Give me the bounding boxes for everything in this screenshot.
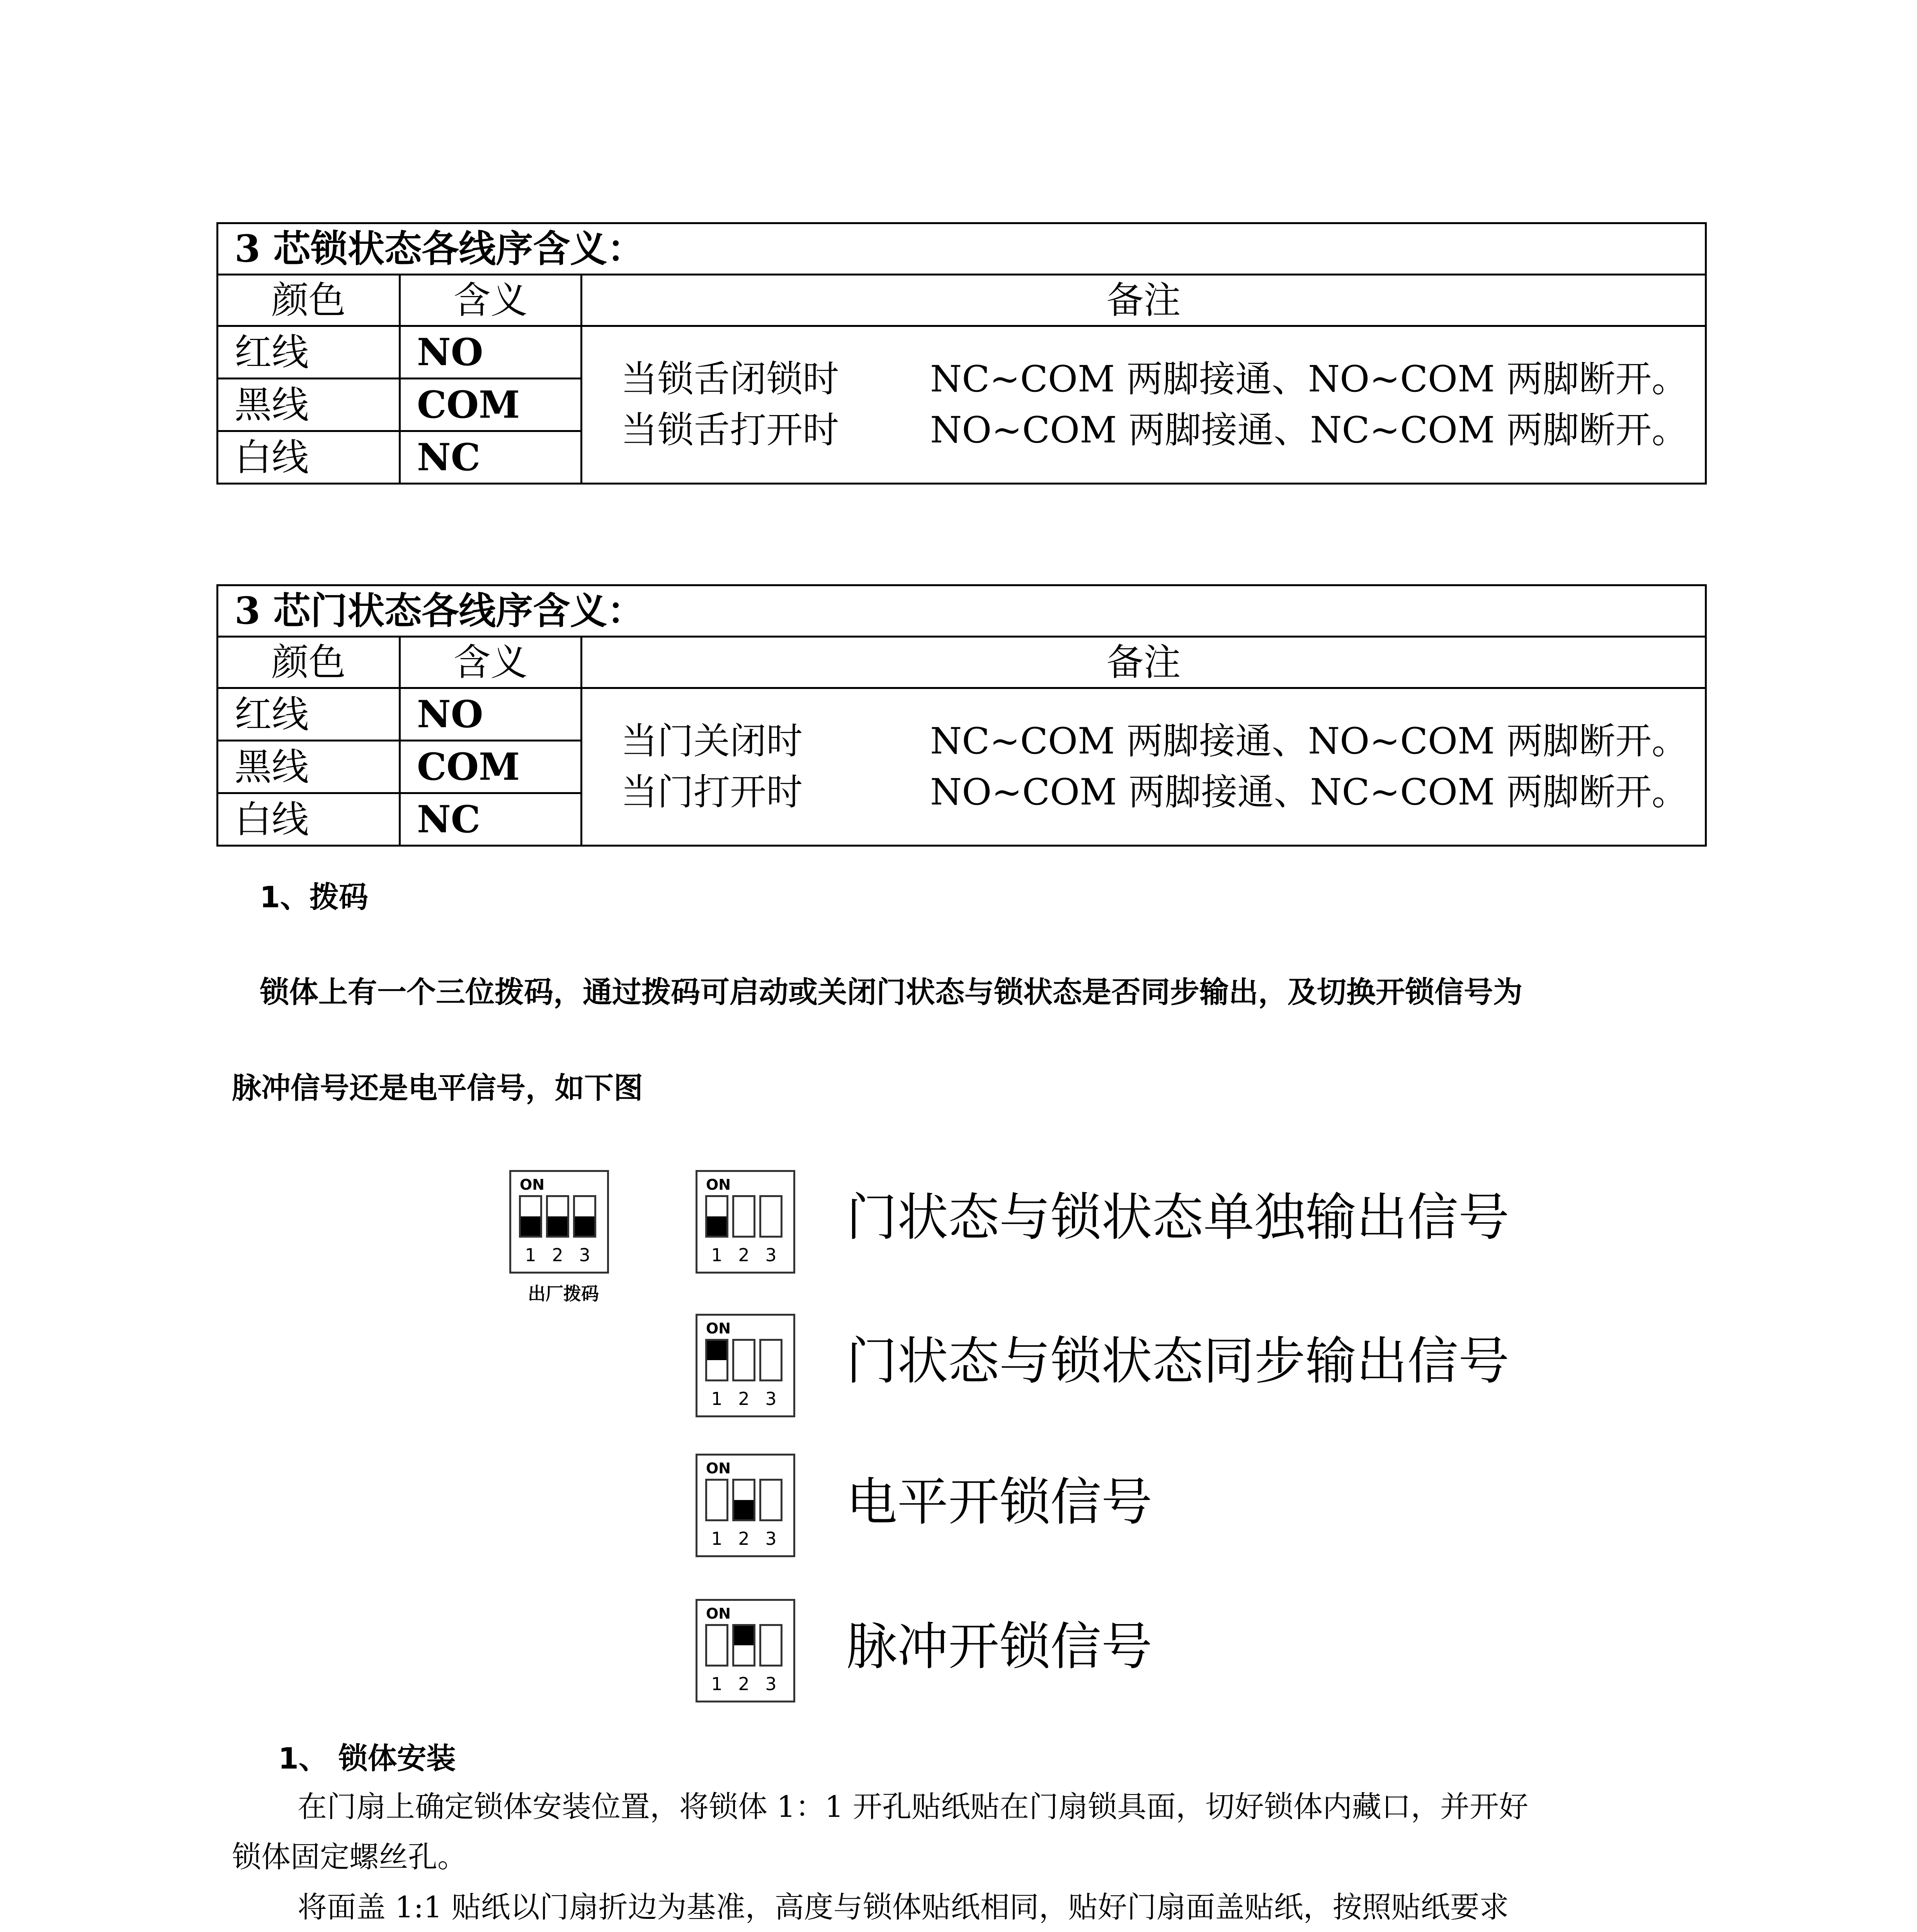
dip-number: 2	[738, 1245, 750, 1265]
wire-code-cell: NO	[400, 688, 582, 741]
wire-color-cell: 白线	[218, 793, 400, 846]
paragraph-line: 锁体上有一个三位拨码，通过拨码可启动或关闭门状态与锁状态是否同步输出，及切换开锁信号为	[260, 975, 1522, 1009]
wire-code-cell: NO	[400, 326, 582, 379]
wire-code-cell: NC	[400, 793, 582, 846]
dip-knob	[707, 1216, 726, 1236]
dip-on-label: ON	[706, 1605, 731, 1622]
dip-switch-option	[696, 1170, 795, 1274]
dip-slot	[705, 1195, 728, 1238]
dip-slot	[732, 1195, 755, 1238]
paragraph-line: 在门扇上确定锁体安装位置，将锁体 1：1 开孔贴纸贴在门扇锁具面，切好锁体内藏口，并开好	[298, 1789, 1529, 1824]
dip-slot	[732, 1339, 755, 1381]
wire-color-cell: 红线	[218, 326, 400, 379]
remark-description: NC~COM 两脚接通、NO~COM 两脚断开。	[930, 720, 1688, 762]
dip-slot	[705, 1339, 728, 1381]
remark-line	[621, 767, 1705, 818]
dip-on-label: ON	[706, 1460, 731, 1477]
dip-knob	[707, 1341, 726, 1360]
remark-line	[621, 354, 1705, 405]
column-header-meaning: 含义	[400, 637, 582, 688]
dip-knob	[548, 1216, 567, 1236]
dip-switch-factory	[509, 1170, 609, 1274]
dip-switch-option	[696, 1454, 795, 1557]
remark-description: NO~COM 两脚接通、NC~COM 两脚断开。	[930, 771, 1688, 813]
remark-line	[621, 405, 1705, 456]
dip-slot	[759, 1195, 782, 1238]
dip-slot	[759, 1624, 782, 1667]
dip-number: 1	[711, 1388, 723, 1409]
dip-slot	[705, 1624, 728, 1667]
dip-on-label: ON	[706, 1176, 731, 1193]
wire-code-cell: COM	[400, 741, 582, 793]
paragraph-line: 脉冲信号还是电平信号，如下图	[232, 1071, 643, 1105]
remark-condition: 当锁舌打开时	[621, 409, 839, 451]
dip-slot	[705, 1479, 728, 1521]
dip-slot	[519, 1195, 542, 1238]
remark-condition: 当门关闭时	[621, 720, 803, 762]
dip-option-description: 门状态与锁状态单独输出信号	[846, 1188, 1509, 1247]
dip-switch-option	[696, 1599, 795, 1702]
factory-setting-label: 出厂拨码	[528, 1283, 599, 1304]
dip-knob	[734, 1500, 754, 1519]
remark-description: NC~COM 两脚接通、NO~COM 两脚断开。	[930, 358, 1688, 400]
column-header-color: 颜色	[218, 637, 400, 688]
section-heading-install: 1、 锁体安装	[278, 1741, 456, 1776]
wire-color-cell: 黑线	[218, 741, 400, 793]
dip-knob	[734, 1626, 754, 1645]
dip-slot	[573, 1195, 596, 1238]
dip-number: 3	[579, 1245, 590, 1265]
dip-number: 3	[765, 1388, 777, 1409]
wire-color-cell: 白线	[218, 431, 400, 484]
dip-slot	[732, 1479, 755, 1521]
section-heading-dip: 1、拨码	[260, 880, 368, 914]
dip-number: 3	[765, 1528, 777, 1549]
dip-number: 3	[765, 1245, 777, 1265]
dip-option-description: 门状态与锁状态同步输出信号	[846, 1332, 1509, 1391]
dip-number: 1	[711, 1245, 723, 1265]
wire-code-cell: NC	[400, 431, 582, 484]
column-header-color: 颜色	[218, 275, 400, 326]
dip-option-description: 脉冲开锁信号	[846, 1617, 1152, 1677]
column-header-remark: 备注	[582, 637, 1706, 688]
door-status-wiring-table	[216, 584, 1707, 847]
table-title: 3 芯锁状态各线序含义：	[218, 223, 1706, 275]
dip-number: 2	[738, 1388, 750, 1409]
remark-condition: 当锁舌闭锁时	[621, 358, 839, 400]
paragraph-line: 将面盖 1:1 贴纸以门扇折边为基准，高度与锁体贴纸相同，贴好门扇面盖贴纸，按照贴纸要求	[298, 1890, 1509, 1924]
dip-knob	[575, 1216, 594, 1236]
dip-switch-option	[696, 1314, 795, 1417]
dip-number: 1	[711, 1673, 723, 1694]
dip-number: 2	[738, 1528, 750, 1549]
dip-slot	[546, 1195, 569, 1238]
wire-color-cell: 红线	[218, 688, 400, 741]
dip-number: 2	[738, 1673, 750, 1694]
remark-line	[621, 716, 1705, 767]
remark-description: NO~COM 两脚接通、NC~COM 两脚断开。	[930, 409, 1688, 451]
column-header-remark: 备注	[582, 275, 1706, 326]
dip-option-description: 电平开锁信号	[846, 1473, 1152, 1532]
wire-color-cell: 黑线	[218, 379, 400, 431]
dip-number: 1	[711, 1528, 723, 1549]
remark-cell	[582, 688, 1706, 846]
dip-on-label: ON	[706, 1320, 731, 1337]
lock-status-wiring-table	[216, 222, 1707, 485]
dip-number: 3	[765, 1673, 777, 1694]
dip-number: 1	[525, 1245, 536, 1265]
wire-code-cell: COM	[400, 379, 582, 431]
dip-number: 2	[552, 1245, 563, 1265]
dip-on-label: ON	[520, 1176, 545, 1193]
table-title: 3 芯门状态各线序含义：	[218, 585, 1706, 637]
column-header-meaning: 含义	[400, 275, 582, 326]
remark-cell	[582, 326, 1706, 484]
dip-slot	[759, 1479, 782, 1521]
dip-knob	[521, 1216, 540, 1236]
dip-slot	[759, 1339, 782, 1381]
remark-condition: 当门打开时	[621, 771, 803, 813]
dip-slot	[732, 1624, 755, 1667]
paragraph-line: 锁体固定螺丝孔。	[232, 1840, 467, 1874]
